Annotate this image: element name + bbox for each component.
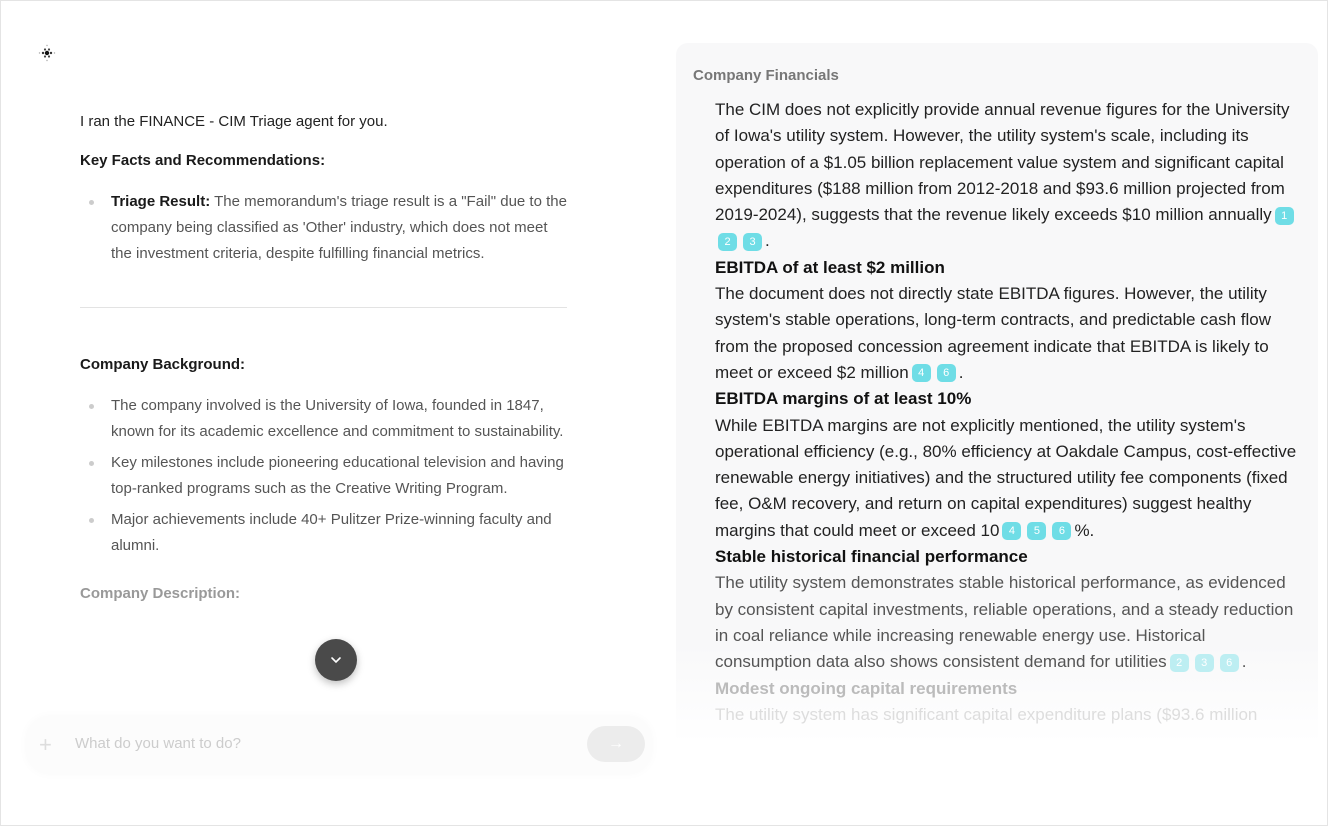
list-item [111, 189, 570, 267]
citation-badge[interactable]: 6 [1220, 654, 1239, 672]
item-label: Triage Result: [111, 193, 211, 210]
citation-badge[interactable]: 3 [743, 233, 762, 251]
intro-text: I ran the FINANCE - CIM Triage agent for you. [80, 113, 388, 130]
company-background-heading: Company Background: [80, 356, 246, 373]
citation-badge[interactable]: 3 [1195, 654, 1214, 672]
scroll-down-button[interactable] [315, 639, 357, 681]
agent-logo-icon [36, 42, 58, 64]
citation-badge[interactable]: 4 [1002, 522, 1021, 540]
background-list [111, 393, 570, 559]
paragraph-suffix: . [765, 231, 770, 251]
paragraph-suffix: . [1241, 652, 1247, 672]
section-paragraph [715, 413, 1305, 544]
section-paragraph [715, 97, 1305, 255]
arrow-right-icon: → [608, 735, 624, 752]
section-heading: Modest ongoing capital requirements [715, 678, 1018, 698]
item-text: The memorandum's triage result is a "Fail" due to the company being classified as 'Other' industry, which does not meet the investment criteria, despite fulfilling financial metrics. [111, 193, 567, 262]
divider [80, 307, 567, 308]
prompt-input[interactable] [75, 735, 555, 752]
paragraph-text: The utility system has significant capital expenditure plans ($93.6 million [715, 704, 1258, 724]
composer [27, 717, 651, 773]
key-facts-list [111, 189, 570, 267]
paragraph-text: The document does not directly state EBITDA figures. However, the utility system's stable operations, long-term contracts, and predictable cash flow from the proposed concession agreement indicate that EBITDA is likely to meet or exceed $2 million [715, 284, 1272, 382]
citation-badge[interactable]: 2 [718, 233, 737, 251]
panel-title: Company Financials [693, 67, 839, 84]
citation-badge[interactable]: 2 [1170, 654, 1189, 672]
paragraph-text: The CIM does not explicitly provide annual revenue figures for the University of Iowa's utility system. However, the utility system's scale, including its operation of a $1.05 billion replacement value system and significant capital expenditures ($188 million from 2012-2018 and $93.6 million projected from 2019-2024), suggests that the revenue likely exceeds $10 million annually [715, 100, 1290, 225]
section-paragraph [715, 570, 1305, 675]
paragraph-text: The utility system demonstrates stable historical performance, as evidenced by consistent capital investments, reliable operations, and a steady reduction in coal reliance while increasing renewable energy use. Historical consumption data also shows consistent demand for utilities [715, 573, 1294, 672]
section-paragraph [715, 281, 1305, 386]
citation-badge[interactable]: 5 [1027, 522, 1046, 540]
financials-panel [676, 43, 1318, 826]
citation-badge[interactable]: 1 [1275, 207, 1294, 225]
section-paragraph [715, 702, 1305, 728]
chevron-down-icon [330, 656, 342, 664]
list-item: Major achievements include 40+ Pulitzer Prize-winning faculty and alumni. [111, 507, 570, 559]
section-heading: EBITDA of at least $2 million [715, 257, 945, 277]
list-item: Key milestones include pioneering educational television and having top-ranked programs such as the Creative Writing Program. [111, 450, 570, 502]
list-item: The company involved is the University of Iowa, founded in 1847, known for its academic excellence and commitment to sustainability. [111, 393, 570, 445]
citation-badge[interactable]: 6 [937, 364, 956, 382]
key-facts-heading: Key Facts and Recommendations: [80, 152, 326, 169]
add-attachment-button[interactable]: + [39, 732, 52, 757]
citation-badge[interactable]: 4 [912, 364, 931, 382]
chat-response [80, 113, 570, 602]
panel-body [715, 97, 1305, 728]
section-heading: EBITDA margins of at least 10% [715, 389, 972, 409]
company-description-heading: Company Description: [80, 585, 241, 602]
send-button[interactable] [587, 726, 645, 762]
paragraph-text: While EBITDA margins are not explicitly mentioned, the utility system's operational efficiency (e.g., 80% efficiency at Oakdale Campus, cost-effective renewable energy initiatives) and the structured utility fee components (fixed fee, O&M recovery, and return on capital expenditures) suggest healthy margins that could meet or exceed 10 [715, 415, 1297, 540]
citation-badge[interactable]: 6 [1052, 522, 1071, 540]
paragraph-suffix: . [958, 362, 964, 382]
paragraph-suffix: %. [1074, 520, 1095, 540]
section-heading: Stable historical financial performance [715, 547, 1028, 567]
